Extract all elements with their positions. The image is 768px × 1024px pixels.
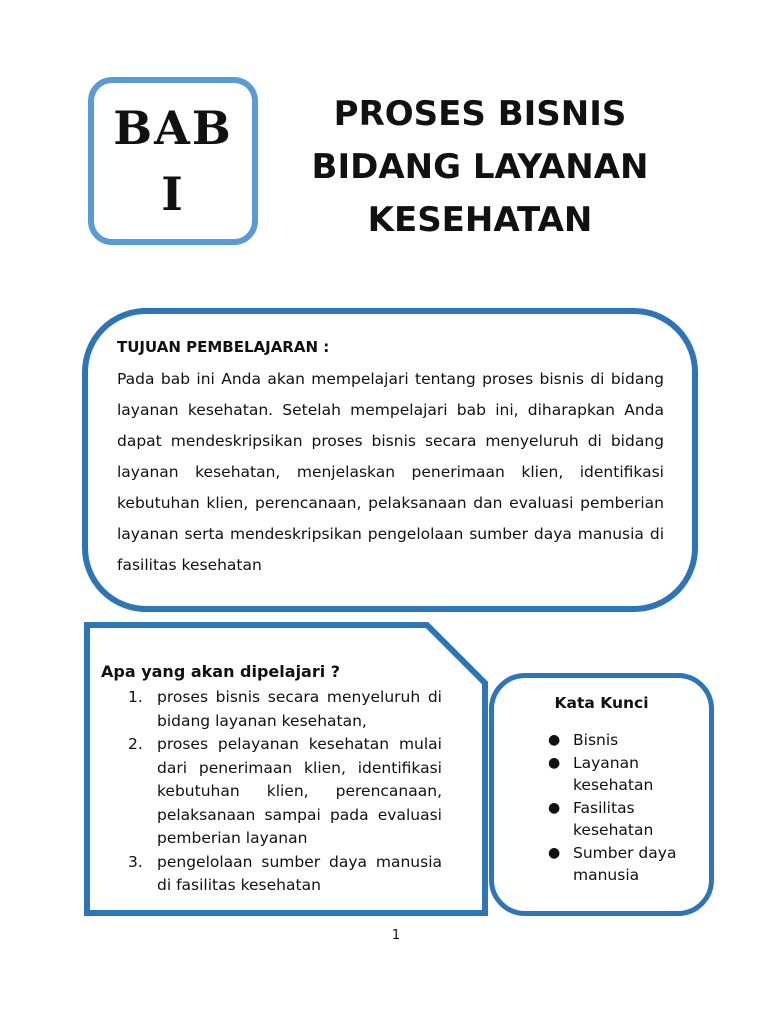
keywords-heading: Kata Kunci (554, 694, 649, 712)
keywords-list (548, 729, 698, 887)
keyword-item (548, 842, 698, 887)
keyword-item (548, 729, 698, 752)
list-item (120, 733, 442, 851)
list-item-text: pengelolaan sumber daya manusia di fasilitas kesehatan (157, 852, 442, 894)
title-line1: PROSES BISNIS (333, 94, 627, 134)
keyword-text: Bisnis (573, 731, 619, 749)
learning-topics-list (120, 686, 442, 898)
title-line2: BIDANG LAYANAN (311, 147, 649, 187)
bullet-icon: ● (548, 754, 561, 771)
list-item-text: proses bisnis secara menyeluruh di bidang layanan kesehatan, (157, 688, 442, 730)
list-item (120, 686, 442, 733)
list-item-number: 2. (128, 735, 143, 753)
learning-objective-heading: TUJUAN PEMBELAJARAN : (117, 338, 330, 356)
keyword-text: Layanan kesehatan (573, 753, 654, 794)
list-item (120, 851, 442, 898)
page-title (280, 88, 680, 247)
list-item-number: 1. (128, 688, 143, 706)
bullet-icon: ● (548, 732, 561, 748)
page-number: 1 (391, 928, 401, 943)
keyword-item (548, 797, 698, 842)
bullet-icon: ● (548, 844, 561, 861)
keyword-text: Sumber daya manusia (573, 843, 677, 884)
learning-objective-text: Pada bab ini Anda akan mempelajari tentang proses bisnis di bidang layanan kesehatan. Setelah mempelajari bab ini, diharapkan Anda dapat mendeskripsikan proses bisnis secara menyeluruh di bidang layanan kesehatan, menjelaskan penerimaan klien, identifikasi kebutuhan klien, perencanaan, pelaksanaan dan evaluasi pemberian layanan serta mendeskripsikan pengelolaan sumber daya manusia di fasilitas kesehatan (117, 370, 664, 574)
title-line3: KESEHATAN (367, 200, 593, 240)
list-item-text: proses pelayanan kesehatan mulai dari penerimaan klien, identifikasi kebutuhan klien, perencanaan, pelaksanaan sampai pada evaluasi pemberian layanan (157, 735, 442, 847)
bullet-icon: ● (548, 799, 561, 816)
keyword-item (548, 752, 698, 797)
keyword-text: Fasilitas kesehatan (573, 798, 654, 839)
learning-topics-heading: Apa yang akan dipelajari ? (101, 662, 341, 681)
list-item-number: 3. (128, 852, 143, 871)
chapter-label-line2: I (161, 167, 185, 221)
chapter-box (88, 77, 258, 245)
chapter-label-line1: BAB (113, 101, 233, 155)
